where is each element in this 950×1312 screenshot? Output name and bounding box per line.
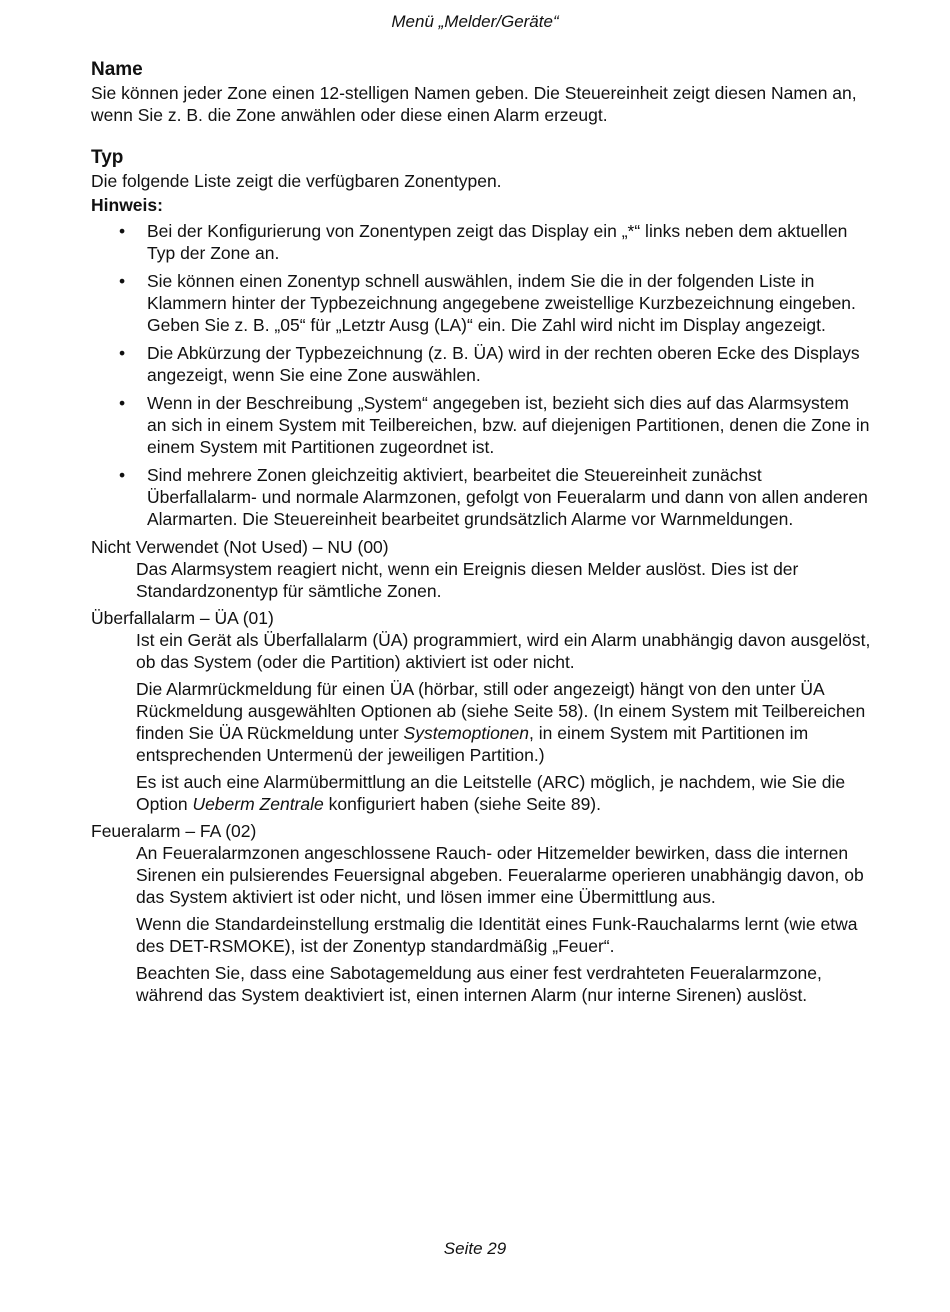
section-title-typ: Typ — [91, 147, 124, 168]
typ-intro: Die folgende Liste zeigt die verfügbaren Zonentypen. — [91, 171, 502, 191]
list-item: • Sind mehrere Zonen gleichzeitig aktiviert, bearbeitet die Steuereinheit zunächst Überfallalarm- und normale Alarmzonen, gefolgt von Feueralarm und dann von allen anderen Alarmarten. Die Steuereinheit bearbeitet grundsätzlich Alarme vor Warnmeldungen. — [119, 465, 868, 529]
hint-list — [91, 220, 871, 530]
list-item: • Die Abkürzung der Typbezeichnung (z. B. ÜA) wird in der rechten oberen Ecke des Displays angezeigt, wenn Sie eine Zone auswählen. — [119, 343, 860, 385]
list-item: • Bei der Konfigurierung von Zonentypen zeigt das Display ein „*“ links neben dem aktuellen Typ der Zone an. — [119, 221, 848, 263]
zone-ua-paragraph: Die Alarmrückmeldung für einen ÜA (hörbar, still oder angezeigt) hängt von den unter ÜA Rückmeldung ausgewählten Optionen ab (siehe Seite 58). (In einem System mit Teilbereichen finden Sie ÜA Rückmeldung unter Systemoptionen, in einem System mit Partitionen im entsprechenden Untermenü der jeweiligen Partition.) — [136, 679, 866, 765]
section-title-name: Name — [91, 59, 143, 80]
list-item: • Wenn in der Beschreibung „System“ angegeben ist, bezieht sich dies auf das Alarmsystem an sich in einem System mit Teilbereichen, bzw. auf diejenigen Partitionen, denen die Zone in einem System mit Partitionen zugeordnet ist. — [119, 393, 870, 457]
zone-fa-paragraph: Beachten Sie, dass eine Sabotagemeldung aus einer fest verdrahteten Feueralarmzone, während das System deaktiviert ist, einen internen Alarm (nur interne Sirenen) auslöst. — [136, 963, 822, 1005]
bullet-icon: • — [119, 221, 126, 241]
list-item: • Sie können einen Zonentyp schnell auswählen, indem Sie die in der folgenden Liste in Klammern hinter der Typbezeichnung angegebene zweistellige Kurzbezeichnung eingeben. Geben Sie z. B. „05“ für „Letztr Ausg (LA)“ ein. Die Zahl wird nicht im Display angezeigt. — [119, 271, 856, 335]
bullet-icon: • — [119, 343, 126, 363]
option-name-systemoptionen: Systemoptionen — [403, 723, 530, 743]
hint-label: Hinweis: — [91, 195, 163, 215]
zone-body-ua — [91, 629, 871, 815]
zone-title-ua: Überfallalarm – ÜA (01) — [91, 608, 274, 628]
zone-nu-paragraph: Das Alarmsystem reagiert nicht, wenn ein Ereignis diesen Melder auslöst. Dies ist der Standardzonentyp für sämtliche Zonen. — [136, 559, 799, 601]
page-number: Seite 29 — [443, 1239, 507, 1258]
zone-body-fa — [91, 842, 871, 1006]
zone-ua-paragraph: Es ist auch eine Alarmübermittlung an die Leitstelle (ARC) möglich, je nachdem, wie Sie die Option Ueberm Zentrale konfiguriert haben (siehe Seite 89). — [136, 772, 846, 814]
page-content — [91, 58, 871, 1011]
bullet-icon: • — [119, 393, 126, 413]
zone-title-nu: Nicht Verwendet (Not Used) – NU (00) — [91, 537, 389, 557]
zone-ua-paragraph: Ist ein Gerät als Überfallalarm (ÜA) programmiert, wird ein Alarm unabhängig davon ausgelöst, ob das System (oder die Partition) aktiviert ist oder nicht. — [136, 630, 871, 672]
zone-title-fa: Feueralarm – FA (02) — [91, 821, 257, 841]
option-name-ueberm-zentrale: Ueberm Zentrale — [192, 794, 324, 814]
zone-body-nu — [91, 558, 871, 602]
name-description: Sie können jeder Zone einen 12-stelligen Namen geben. Die Steuereinheit zeigt diesen Namen an, wenn Sie z. B. die Zone anwählen oder diese einen Alarm erzeugt. — [91, 83, 857, 125]
bullet-icon: • — [119, 271, 126, 291]
zone-fa-paragraph: Wenn die Standardeinstellung erstmalig die Identität eines Funk-Rauchalarms lernt (wie etwa des DET-RSMOKE), ist der Zonentyp standardmäßig „Feuer“. — [136, 914, 858, 956]
page-header: Menü „Melder/Geräte“ — [391, 12, 559, 31]
zone-fa-paragraph: An Feueralarmzonen angeschlossene Rauch- oder Hitzemelder bewirken, dass die internen Sirenen ein pulsierendes Feuersignal abgeben. Feueralarme operieren unabhängig davon, ob das System aktiviert ist oder nicht, und lösen immer eine Übermittlung aus. — [136, 843, 864, 907]
bullet-icon: • — [119, 465, 126, 485]
